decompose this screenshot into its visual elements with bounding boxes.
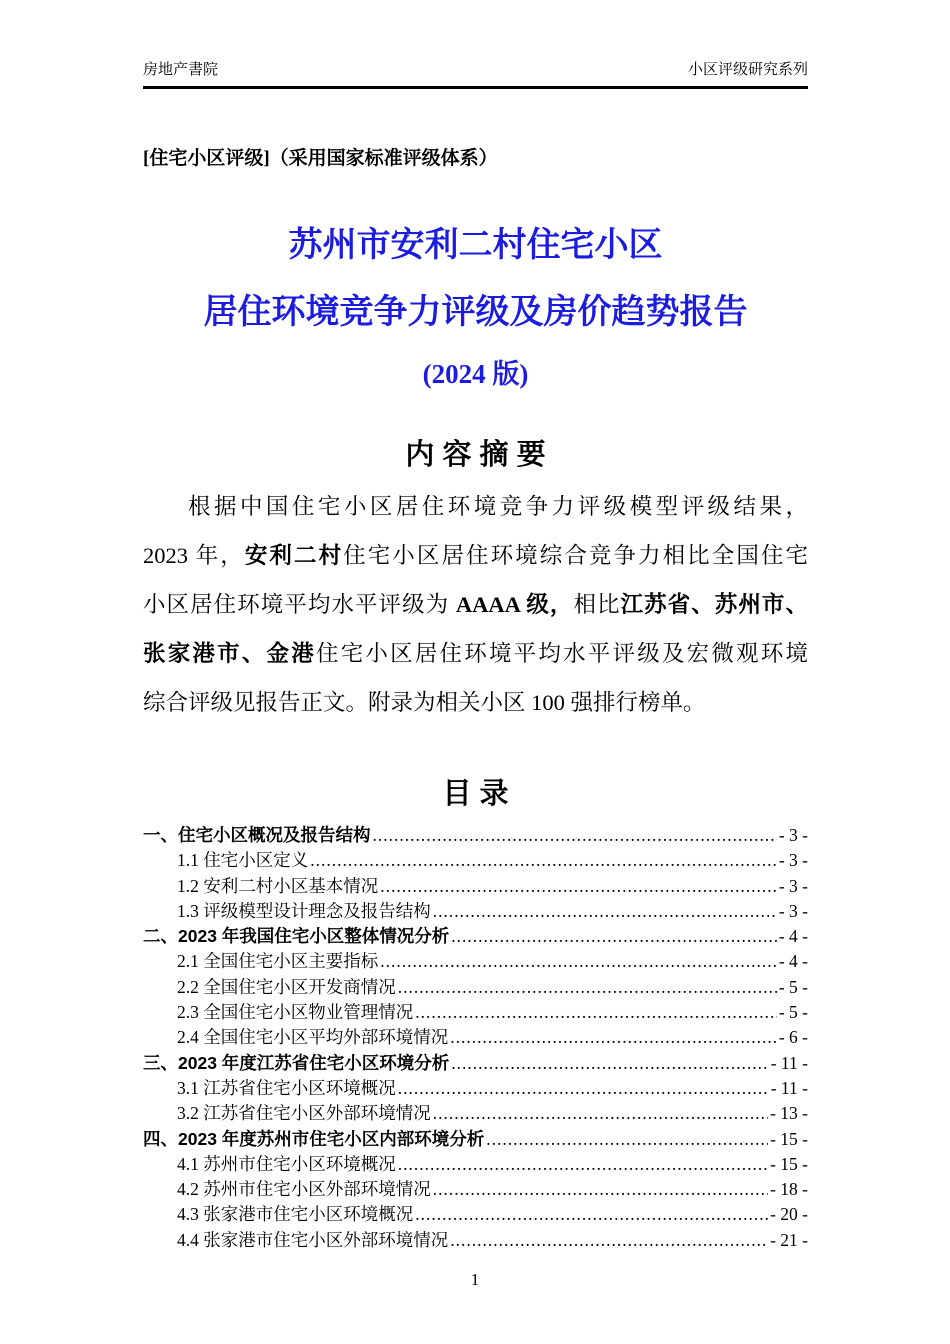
toc-entry-page: - 13 - xyxy=(770,1103,808,1124)
toc-entry-label: 二、2023 年我国住宅小区整体情况分析 xyxy=(143,926,450,947)
series-label: [住宅小区评级]（采用国家标准评级体系） xyxy=(143,148,498,169)
toc-dot-leader xyxy=(433,1177,768,1202)
toc-entry-label: 1.1 住宅小区定义 xyxy=(177,850,309,871)
toc-heading: 目 录 xyxy=(442,778,509,810)
abstract-paragraph xyxy=(143,482,808,727)
toc-entry[interactable] xyxy=(143,848,808,873)
toc-entry[interactable] xyxy=(143,823,808,848)
toc-entry-page: - 11 - xyxy=(770,1077,808,1098)
toc-entry-page: - 21 - xyxy=(770,1229,808,1250)
report-title-line2: 居住环境竞争力评级及房价趋势报告 xyxy=(203,294,748,331)
toc-dot-leader xyxy=(451,924,777,949)
abstract-line xyxy=(143,678,808,727)
toc-entry-label: 2.2 全国住宅小区开发商情况 xyxy=(177,976,396,997)
toc-dot-leader xyxy=(398,1076,769,1101)
toc-entry[interactable] xyxy=(143,1051,808,1076)
toc-dot-leader xyxy=(450,1025,777,1050)
toc-entry-page: - 15 - xyxy=(770,1128,808,1149)
toc-entry[interactable] xyxy=(143,924,808,949)
abstract-heading: 内 容 摘 要 xyxy=(405,439,546,471)
toc-entry-label: 三、2023 年度江苏省住宅小区环境分析 xyxy=(143,1052,450,1073)
toc-dot-leader xyxy=(380,949,777,974)
toc-entry[interactable] xyxy=(143,1101,808,1126)
toc-entry-label: 四、2023 年度苏州市住宅小区内部环境分析 xyxy=(143,1128,485,1149)
toc-entry-page: - 6 - xyxy=(778,1027,808,1048)
report-edition: (2024 版) xyxy=(422,359,529,389)
toc-entry-page: - 3 - xyxy=(778,875,808,896)
toc-entry[interactable] xyxy=(143,975,808,1000)
toc-entry-page: - 15 - xyxy=(770,1153,808,1174)
toc-entry-label: 1.2 安利二村小区基本情况 xyxy=(177,875,379,896)
toc-dot-leader xyxy=(415,1000,777,1025)
toc-entry[interactable] xyxy=(143,1000,808,1025)
toc-entry[interactable] xyxy=(143,1177,808,1202)
toc-entry[interactable] xyxy=(143,949,808,974)
abstract-line xyxy=(143,531,808,580)
abstract-text-bold: 张家港市、金港 xyxy=(143,641,316,666)
toc-entry-label: 1.3 评级模型设计理念及报告结构 xyxy=(177,900,431,921)
toc-entry-page: - 4 - xyxy=(778,926,808,947)
page-header xyxy=(143,0,808,89)
page-number-footer: 1 xyxy=(470,1270,480,1289)
toc-dot-leader xyxy=(398,1152,768,1177)
report-title-line1: 苏州市安利二村住宅小区 xyxy=(288,227,663,264)
abstract-text: 相比 xyxy=(573,592,621,617)
abstract-text: 小区居住环境平均水平评级为 xyxy=(143,592,456,617)
toc-entry[interactable] xyxy=(143,874,808,899)
toc-entry-page: - 5 - xyxy=(778,976,808,997)
abstract-text: 综合评级见报告正文。附录为相关小区 100 强排行榜单。 xyxy=(143,690,706,715)
abstract-line xyxy=(143,629,808,678)
toc-entry-label: 4.4 张家港市住宅小区外部环境情况 xyxy=(177,1229,449,1250)
toc-dot-leader xyxy=(380,874,777,899)
toc-entry-page: - 5 - xyxy=(778,1002,808,1023)
toc-entry[interactable] xyxy=(143,1228,808,1253)
toc-dot-leader xyxy=(373,823,777,848)
toc-entry-page: - 4 - xyxy=(778,951,808,972)
toc-entry-page: - 3 - xyxy=(778,850,808,871)
abstract-text: 根据中国住宅小区居住环境竞争力评级模型评级结果， xyxy=(188,494,808,519)
toc-dot-leader xyxy=(398,975,777,1000)
toc-entry[interactable] xyxy=(143,1076,808,1101)
toc-entry[interactable] xyxy=(143,899,808,924)
header-right-text: 小区评级研究系列 xyxy=(687,61,808,78)
toc-entry-label: 一、住宅小区概况及报告结构 xyxy=(143,825,371,845)
toc-dot-leader xyxy=(415,1202,768,1227)
toc-entry[interactable] xyxy=(143,1202,808,1227)
toc-entry-label: 3.2 江苏省住宅小区外部环境情况 xyxy=(177,1103,431,1124)
toc-entry-label: 3.1 江苏省住宅小区环境概况 xyxy=(177,1077,396,1098)
toc-entry[interactable] xyxy=(143,1025,808,1050)
abstract-text-bold: AAAA 级， xyxy=(455,592,574,617)
toc-entry-label: 2.3 全国住宅小区物业管理情况 xyxy=(177,1002,414,1023)
toc-dot-leader xyxy=(433,899,777,924)
toc-entry-label: 4.3 张家港市住宅小区环境概况 xyxy=(177,1204,414,1225)
toc-dot-leader xyxy=(451,1051,768,1076)
toc-dot-leader xyxy=(450,1228,768,1253)
toc-entry-label: 2.1 全国住宅小区主要指标 xyxy=(177,951,379,972)
abstract-line xyxy=(143,482,808,531)
toc-entry-page: - 3 - xyxy=(778,825,808,845)
toc-dot-leader xyxy=(310,848,777,873)
header-left-text: 房地产書院 xyxy=(143,61,219,78)
toc-entry-page: - 18 - xyxy=(770,1179,808,1200)
abstract-line xyxy=(143,580,808,629)
toc-entry-page: - 11 - xyxy=(770,1052,808,1073)
toc-entry[interactable] xyxy=(143,1127,808,1152)
abstract-text: 住宅小区居住环境平均水平评级及宏微观环境 xyxy=(315,641,808,666)
toc-entry-page: - 3 - xyxy=(778,900,808,921)
toc-entry-label: 4.1 苏州市住宅小区环境概况 xyxy=(177,1153,396,1174)
toc-entry[interactable] xyxy=(143,1152,808,1177)
toc-dot-leader xyxy=(433,1101,768,1126)
toc-entry-label: 2.4 全国住宅小区平均外部环境情况 xyxy=(177,1027,449,1048)
toc-dot-leader xyxy=(486,1127,768,1152)
toc-list xyxy=(143,823,808,1253)
abstract-text-bold: 安利二村 xyxy=(244,543,344,568)
report-title-block xyxy=(143,225,808,391)
abstract-text-bold: 江苏省、苏州市、 xyxy=(620,592,808,617)
abstract-text: 2023 年， xyxy=(143,543,245,568)
toc-entry-label: 4.2 苏州市住宅小区外部环境情况 xyxy=(177,1179,431,1200)
toc-entry-page: - 20 - xyxy=(770,1204,808,1225)
abstract-text: 住宅小区居住环境综合竞争力相比全国住宅 xyxy=(343,543,808,568)
